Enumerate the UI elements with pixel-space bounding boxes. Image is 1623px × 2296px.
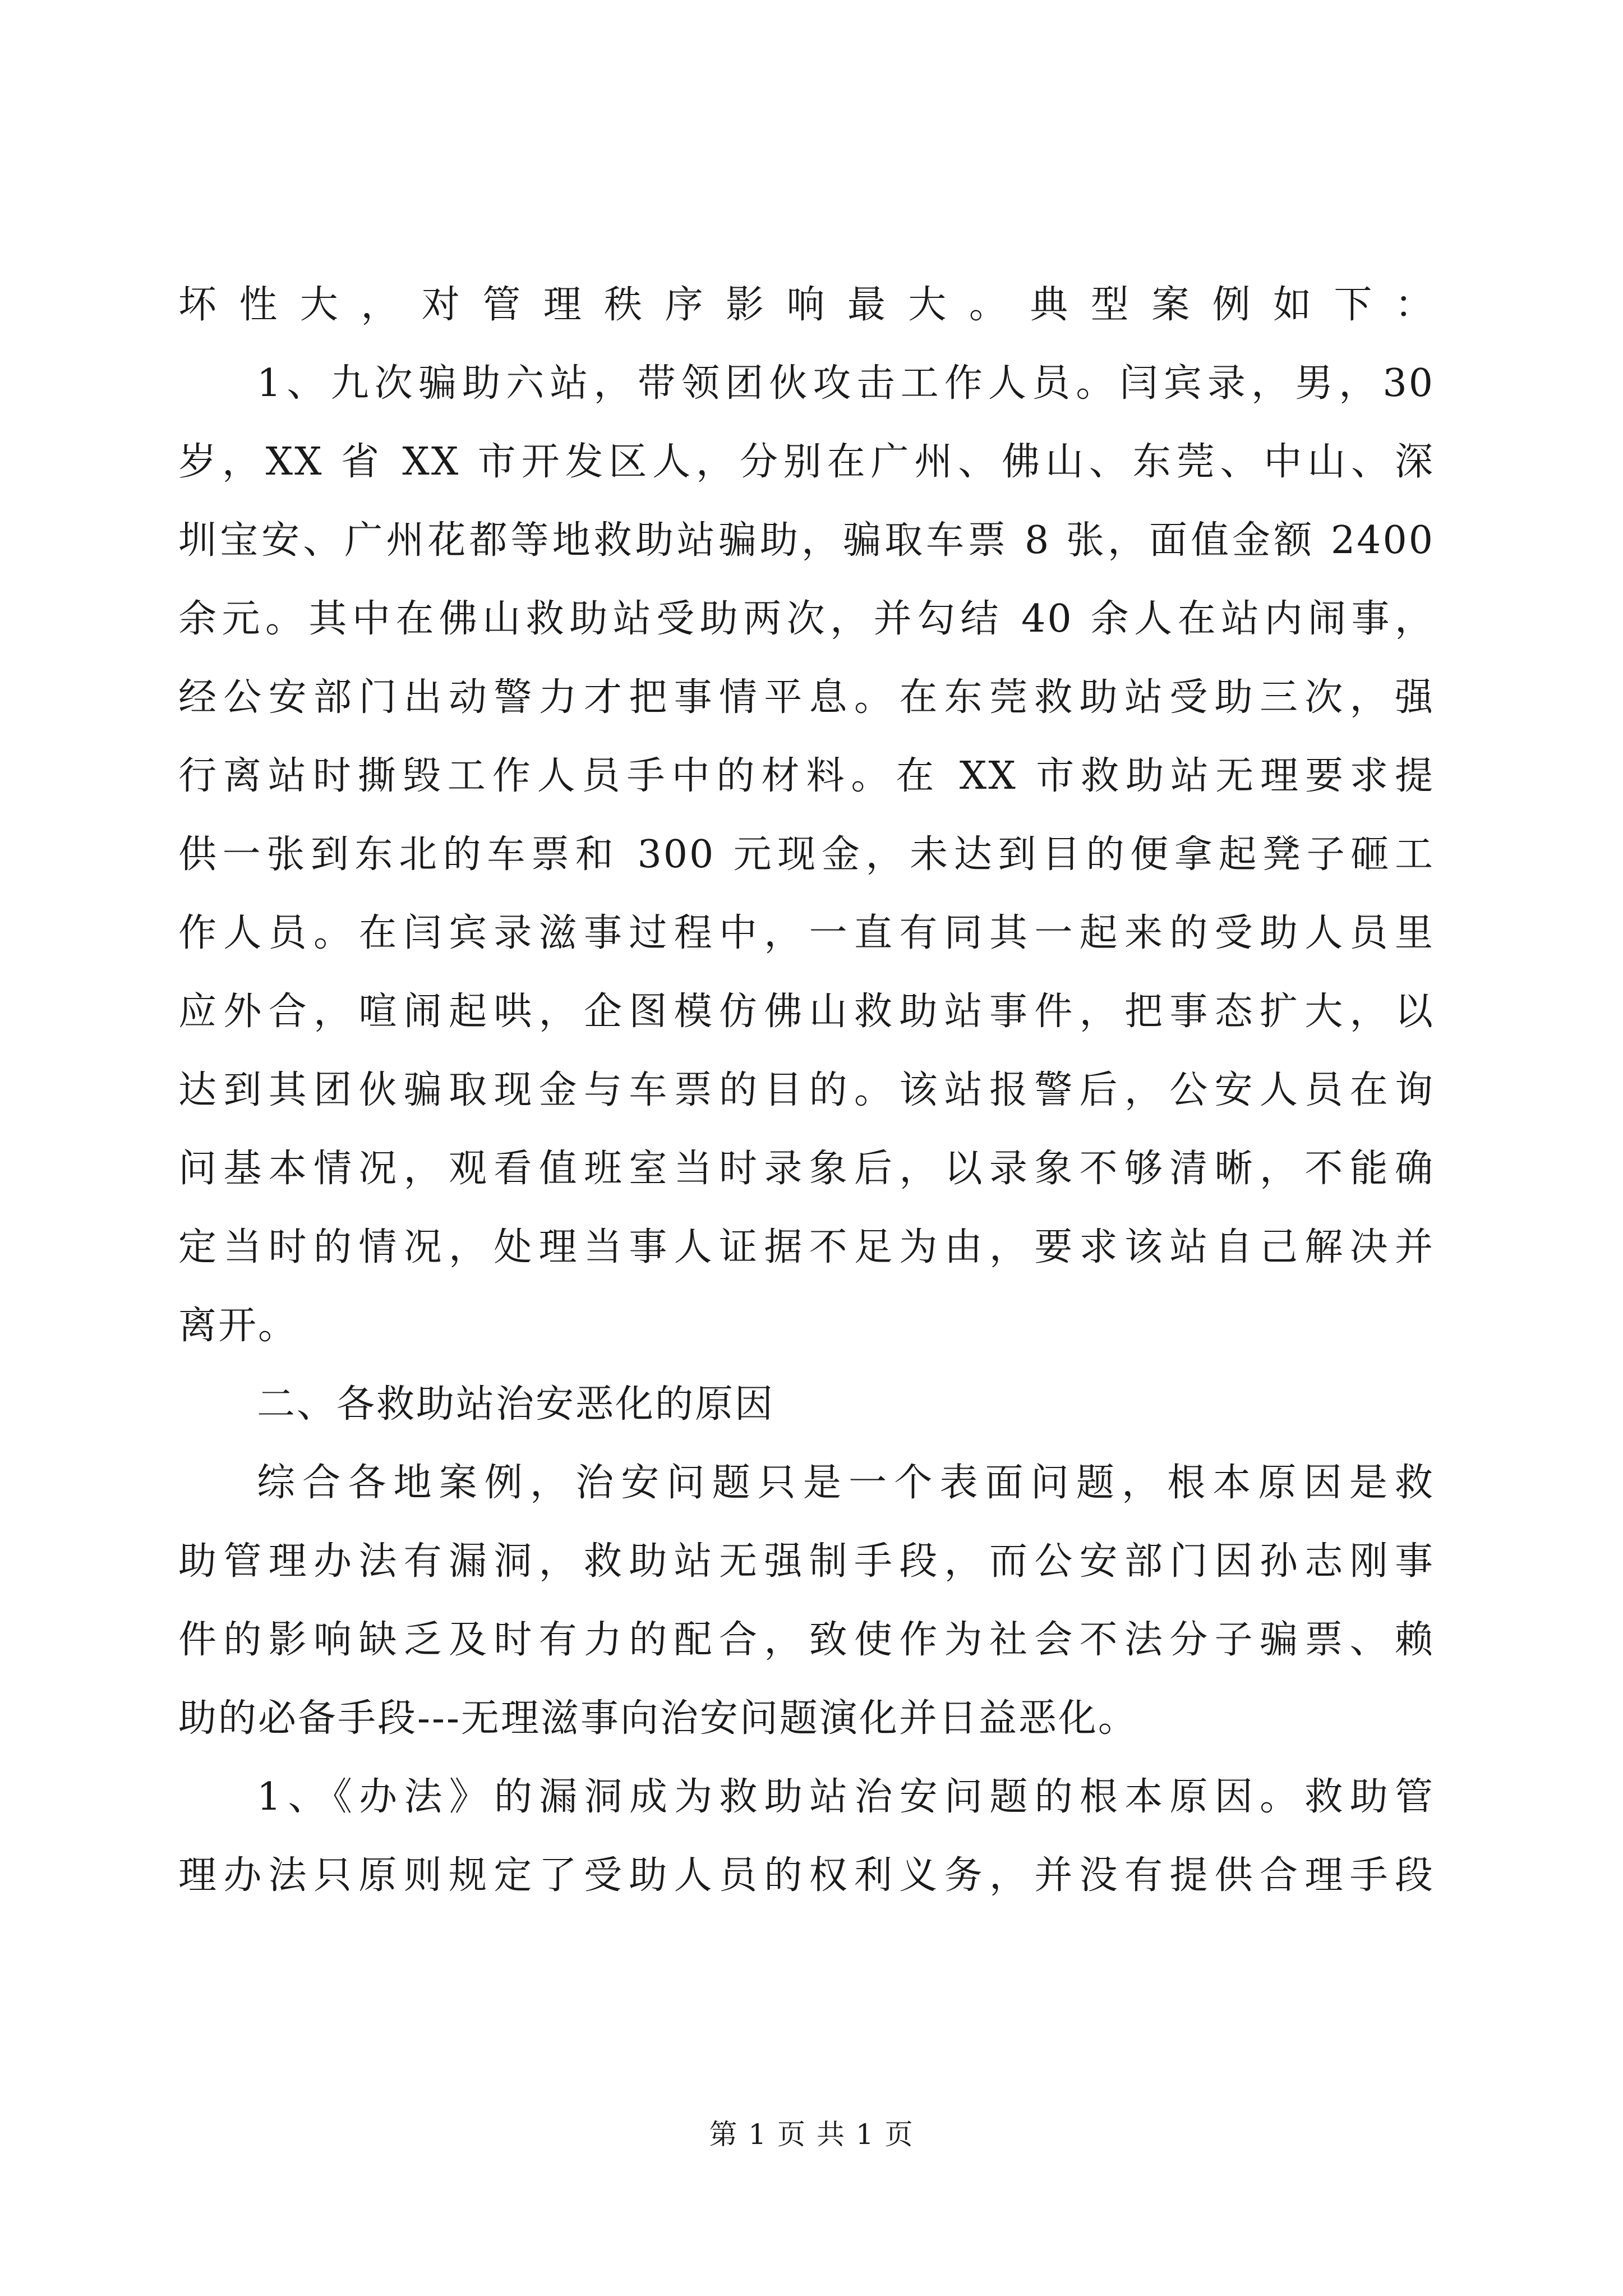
text-line: 供一张到东北的车票和 300 元现金，未达到目的便拿起凳子砸工: [178, 832, 1435, 877]
text-line: 行离站时撕毁工作人员手中的材料。在 XX 市救助站无理要求提: [178, 754, 1435, 798]
text-line: 助的必备手段---无理滋事向治安问题演化并日益恶化。: [178, 1696, 1138, 1741]
text-line: 件的影响缺乏及时有力的配合，致使作为社会不法分子骗票、赖: [178, 1618, 1435, 1662]
text-line: 坏性大，对管理秩序影响最大。典型案例如下：: [178, 283, 1435, 327]
text-line: 岁，XX 省 XX 市开发区人，分别在广州、佛山、东莞、中山、深: [178, 440, 1435, 484]
text-line: 1、《办法》的漏洞成为救助站治安问题的根本原因。救助管: [257, 1775, 1435, 1819]
text-line: 经公安部门出动警力才把事情平息。在东莞救助站受助三次，强: [178, 675, 1435, 720]
text-line: 助管理办法有漏洞，救助站无强制手段，而公安部门因孙志刚事: [178, 1539, 1435, 1584]
text-line: 问基本情况，观看值班室当时录象后，以录象不够清晰，不能确: [178, 1147, 1435, 1191]
text-line: 达到其团伙骗取现金与车票的目的。该站报警后，公安人员在询: [178, 1068, 1435, 1112]
text-line: 离开。: [178, 1304, 298, 1348]
text-line: 综合各地案例，治安问题只是一个表面问题，根本原因是救: [257, 1461, 1435, 1505]
section-heading: 二、各救助站治安恶化的原因: [257, 1382, 775, 1427]
page-footer: 第 1 页 共 1 页: [709, 2118, 914, 2151]
text-line: 作人员。在闫宾录滋事过程中，一直有同其一起来的受助人员里: [178, 911, 1435, 955]
text-line: 圳宝安、广州花都等地救助站骗助，骗取车票 8 张，面值金额 2400: [178, 518, 1435, 563]
document-body: [178, 266, 1435, 1915]
text-line: 定当时的情况，处理当事人证据不足为由，要求该站自己解决并: [178, 1225, 1435, 1269]
text-line: 1、九次骗助六站，带领团伙攻击工作人员。闫宾录，男，30: [257, 361, 1435, 406]
text-line: 余元。其中在佛山救助站受助两次，并勾结 40 余人在站内闹事，: [178, 597, 1435, 641]
text-line: 应外合，喧闹起哄，企图模仿佛山救助站事件，把事态扩大，以: [178, 990, 1435, 1034]
text-line: 理办法只原则规定了受助人员的权利义务，并没有提供合理手段: [178, 1853, 1435, 1898]
